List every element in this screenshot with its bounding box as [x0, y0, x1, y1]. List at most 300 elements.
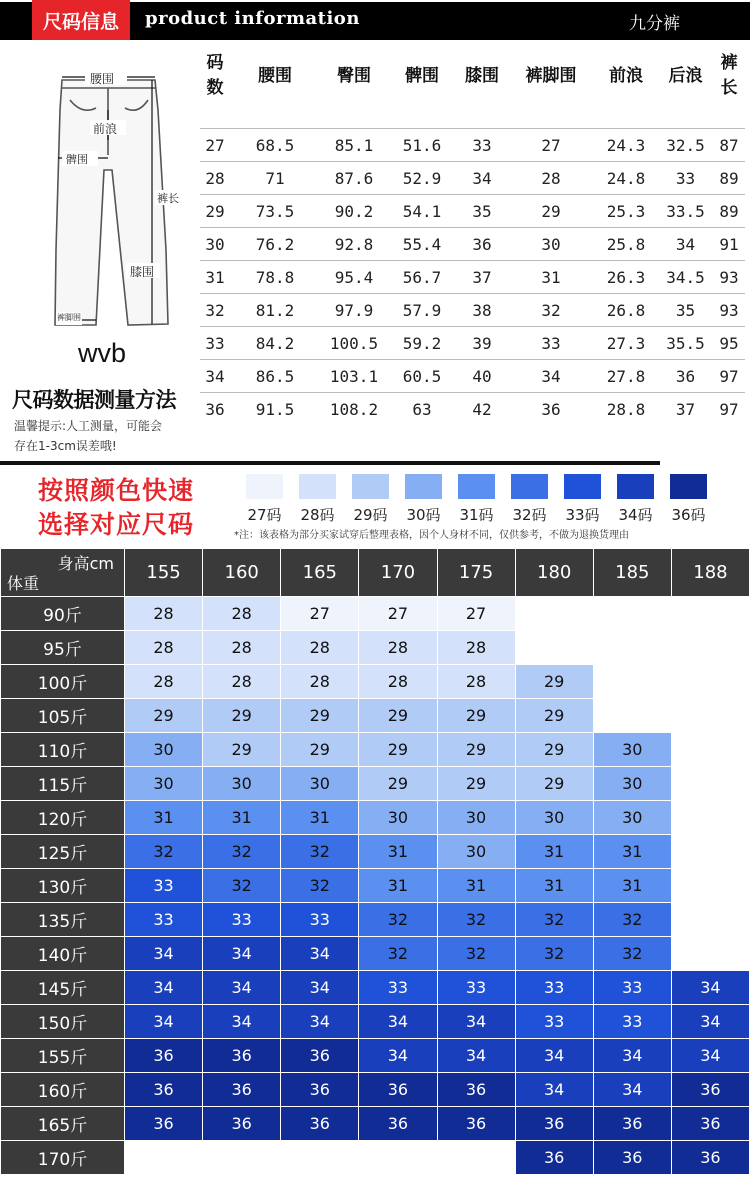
size-recommendation-cell: 27	[437, 597, 515, 631]
legend-title-line: 按照颜色快速	[38, 476, 195, 505]
size-recommendation-cell: 34	[125, 971, 203, 1005]
size-recommendation-cell	[593, 597, 671, 631]
size-recommendation-cell: 28	[281, 631, 359, 665]
size-recommendation-cell: 29	[281, 733, 359, 767]
size-table-cell: 52.9	[402, 168, 442, 188]
label-thigh: 髀围	[66, 153, 88, 166]
size-recommendation-cell: 34	[437, 1039, 515, 1073]
swatch-label: 32码	[512, 506, 547, 524]
size-table-cell: 89	[719, 168, 739, 188]
measure-tips	[14, 416, 204, 456]
label-waist: 腰围	[90, 72, 115, 86]
size-recommendation-cell: 30	[203, 767, 281, 801]
swatch-color-box	[670, 474, 707, 499]
size-recommendation-cell: 36	[125, 1107, 203, 1141]
size-recommendation-cell: 36	[203, 1039, 281, 1073]
size-recommendation-cell: 36	[515, 1141, 593, 1175]
grid-row	[1, 835, 750, 869]
size-table-cell: 33	[472, 135, 492, 155]
size-recommendation-cell: 33	[593, 971, 671, 1005]
size-table-cell: 33.5	[666, 201, 705, 221]
size-table-cell: 34	[675, 234, 696, 254]
size-table-row	[200, 359, 745, 392]
weight-label-cell: 165斤	[1, 1107, 125, 1141]
grid-row	[1, 1005, 750, 1039]
size-recommendation-cell: 30	[437, 801, 515, 835]
size-table-row	[200, 392, 745, 425]
grid-row	[1, 971, 750, 1005]
size-recommendation-cell: 36	[515, 1107, 593, 1141]
size-table-cell: 40	[472, 366, 492, 386]
size-recommendation-cell: 34	[593, 1039, 671, 1073]
size-recommendation-cell: 30	[593, 801, 671, 835]
height-header-cell: 155	[125, 549, 203, 597]
header-tab: 尺码信息	[32, 0, 130, 40]
size-table-cell: 25.3	[606, 201, 646, 221]
color-swatch	[662, 474, 715, 525]
size-recommendation-cell: 32	[281, 869, 359, 903]
grid-row	[1, 597, 750, 631]
color-swatch	[344, 474, 397, 525]
color-swatch	[291, 474, 344, 525]
size-recommendation-cell: 30	[125, 767, 203, 801]
size-table-cell: 34.5	[666, 267, 705, 287]
header-english-title: product information	[145, 8, 360, 29]
size-table-cell: 97	[719, 399, 739, 419]
grid-row	[1, 801, 750, 835]
color-swatches	[238, 474, 715, 525]
size-table-cell: 24.3	[606, 135, 646, 155]
size-recommendation-cell: 33	[515, 971, 593, 1005]
size-recommendation-cell: 29	[437, 767, 515, 801]
size-recommendation-cell: 36	[671, 1107, 749, 1141]
size-recommendation-cell: 33	[593, 1005, 671, 1039]
size-recommendation-cell: 36	[281, 1107, 359, 1141]
swatch-color-box	[405, 474, 442, 499]
size-recommendation-cell	[515, 631, 593, 665]
size-table-cell: 95	[719, 333, 739, 353]
size-recommendation-cell: 29	[281, 699, 359, 733]
size-recommendation-cell: 34	[281, 971, 359, 1005]
size-table-row	[200, 194, 745, 227]
size-column-header: 裤脚围	[525, 65, 577, 86]
color-swatch	[556, 474, 609, 525]
size-recommendation-cell: 34	[437, 1005, 515, 1039]
swatch-label: 27码	[247, 506, 282, 524]
size-table-cell: 27	[541, 135, 561, 155]
size-recommendation-cell: 28	[437, 631, 515, 665]
size-recommendation-cell: 34	[671, 1039, 749, 1073]
size-recommendation-cell: 29	[515, 699, 593, 733]
swatch-label: 36码	[671, 506, 706, 524]
size-table-cell: 27.3	[606, 333, 646, 353]
size-recommendation-cell: 36	[671, 1141, 749, 1175]
size-table-cell: 28	[541, 168, 561, 188]
weight-label-cell: 150斤	[1, 1005, 125, 1039]
size-recommendation-cell: 36	[359, 1073, 437, 1107]
size-column-header: 膝围	[465, 65, 499, 86]
height-header-cell: 170	[359, 549, 437, 597]
size-recommendation-cell: 36	[125, 1073, 203, 1107]
height-header-cell: 175	[437, 549, 515, 597]
size-recommendation-cell: 33	[437, 971, 515, 1005]
size-recommendation-cell: 30	[515, 801, 593, 835]
size-table	[200, 53, 745, 425]
grid-row	[1, 733, 750, 767]
size-table-cell: 28.8	[606, 399, 646, 419]
grid-row	[1, 631, 750, 665]
size-table-cell: 27	[205, 135, 225, 155]
swatch-label: 33码	[565, 506, 600, 524]
label-front-rise: 前浪	[93, 122, 118, 136]
size-table-cell: 85.1	[334, 135, 374, 155]
size-recommendation-cell	[671, 835, 749, 869]
weight-label-cell: 95斤	[1, 631, 125, 665]
size-recommendation-cell: 28	[437, 665, 515, 699]
size-table-cell: 97	[719, 366, 739, 386]
size-table-cell: 73.5	[255, 201, 295, 221]
weight-label-cell: 125斤	[1, 835, 125, 869]
size-table-cell: 35.5	[666, 333, 705, 353]
size-recommendation-cell: 31	[203, 801, 281, 835]
size-table-cell: 26.8	[606, 300, 646, 320]
size-table-row	[200, 161, 745, 194]
size-recommendation-cell	[671, 733, 749, 767]
size-column-header: 后浪	[668, 65, 703, 86]
size-recommendation-cell: 32	[359, 903, 437, 937]
size-table-cell: 51.6	[402, 135, 442, 155]
size-column-header: 码数	[206, 53, 224, 98]
size-recommendation-cell: 34	[281, 1005, 359, 1039]
size-recommendation-cell: 29	[359, 699, 437, 733]
size-table-cell: 78.8	[255, 267, 295, 287]
size-recommendation-cell: 34	[359, 1005, 437, 1039]
weight-label-cell: 90斤	[1, 597, 125, 631]
size-table-cell: 28	[205, 168, 225, 188]
color-swatch	[609, 474, 662, 525]
grid-corner-cell	[1, 549, 125, 597]
size-recommendation-cell: 32	[593, 903, 671, 937]
size-recommendation-cell: 28	[125, 665, 203, 699]
size-recommendation-cell: 28	[203, 597, 281, 631]
size-table-cell: 33	[675, 168, 696, 188]
size-table-cell: 25.8	[606, 234, 646, 254]
size-recommendation-cell: 28	[203, 631, 281, 665]
size-recommendation-cell: 34	[515, 1073, 593, 1107]
size-table-cell: 86.5	[255, 366, 295, 386]
size-table-cell: 84.2	[255, 333, 295, 353]
size-recommendation-cell: 34	[203, 971, 281, 1005]
size-table-cell: 71	[265, 168, 285, 188]
size-recommendation-cell: 31	[125, 801, 203, 835]
size-table-cell: 34	[205, 366, 225, 386]
size-recommendation-cell: 32	[203, 869, 281, 903]
size-recommendation-cell: 31	[593, 835, 671, 869]
size-recommendation-cell: 29	[515, 665, 593, 699]
pants-diagram	[0, 50, 200, 453]
grid-header-row	[1, 549, 750, 597]
size-table-cell: 100.5	[329, 333, 379, 353]
size-table-cell: 39	[472, 333, 492, 353]
size-table-cell: 34	[541, 366, 561, 386]
height-header-cell: 160	[203, 549, 281, 597]
size-recommendation-cell: 34	[125, 937, 203, 971]
brand-logo: wvb	[78, 338, 127, 368]
size-table-cell: 91	[719, 234, 739, 254]
size-column-header: 裤长	[720, 53, 738, 98]
weight-label-cell: 110斤	[1, 733, 125, 767]
weight-label-cell: 130斤	[1, 869, 125, 903]
size-table-cell: 92.8	[334, 234, 374, 254]
size-table-cell: 93	[719, 267, 739, 287]
color-swatch	[503, 474, 556, 525]
header	[0, 0, 750, 44]
size-recommendation-cell: 29	[203, 733, 281, 767]
size-recommendation-cell: 31	[437, 869, 515, 903]
tip-line: 存在1-3cm误差哦!	[14, 439, 117, 453]
size-table-row	[200, 293, 745, 326]
size-table-cell: 34	[472, 168, 492, 188]
size-table-cell: 89	[719, 201, 739, 221]
size-recommendation-cell	[593, 665, 671, 699]
size-table-cell: 24.8	[606, 168, 646, 188]
size-table-cell: 30	[205, 234, 225, 254]
size-recommendation-cell: 33	[359, 971, 437, 1005]
size-recommendation-cell	[515, 597, 593, 631]
height-header-cell: 188	[671, 549, 749, 597]
size-recommendation-cell: 32	[125, 835, 203, 869]
size-table-cell: 35	[675, 300, 696, 320]
size-column-header: 前浪	[609, 65, 643, 86]
size-recommendation-cell: 27	[281, 597, 359, 631]
size-recommendation-cell: 32	[515, 903, 593, 937]
legend-title-line: 选择对应尺码	[38, 510, 195, 539]
swatch-color-box	[511, 474, 548, 499]
size-recommendation-cell: 34	[125, 1005, 203, 1039]
size-table-cell: 90.2	[334, 201, 374, 221]
size-recommendation-cell: 36	[593, 1107, 671, 1141]
height-header-cell: 165	[281, 549, 359, 597]
size-recommendation-cell	[671, 699, 749, 733]
legend-title	[38, 474, 194, 542]
size-table-cell: 27.8	[606, 366, 646, 386]
grid-row	[1, 1141, 750, 1175]
color-swatch	[397, 474, 450, 525]
color-swatch	[238, 474, 291, 525]
size-table-cell: 29	[205, 201, 225, 221]
size-table-row	[200, 227, 745, 260]
size-recommendation-cell: 28	[125, 631, 203, 665]
measure-method-title: 尺码数据测量方法	[12, 388, 176, 412]
size-recommendation-cell	[125, 1141, 203, 1175]
size-table-cell: 32	[205, 300, 225, 320]
size-recommendation-cell: 34	[359, 1039, 437, 1073]
size-table-cell: 36	[205, 399, 225, 419]
size-recommendation-cell: 34	[203, 1005, 281, 1039]
size-recommendation-cell: 33	[203, 903, 281, 937]
size-recommendation-cell: 33	[125, 869, 203, 903]
weight-label-cell: 100斤	[1, 665, 125, 699]
color-swatch	[450, 474, 503, 525]
size-recommendation-cell: 32	[593, 937, 671, 971]
size-recommendation-cell	[671, 869, 749, 903]
size-recommendation-cell	[671, 597, 749, 631]
size-recommendation-cell: 36	[671, 1073, 749, 1107]
size-table-cell: 56.7	[402, 267, 442, 287]
size-recommendation-cell: 30	[437, 835, 515, 869]
swatch-label: 29码	[353, 506, 388, 524]
size-table-cell: 33	[541, 333, 561, 353]
size-recommendation-cell: 29	[359, 767, 437, 801]
size-recommendation-cell: 29	[515, 733, 593, 767]
weight-label-cell: 135斤	[1, 903, 125, 937]
size-recommendation-cell: 28	[281, 665, 359, 699]
size-recommendation-cell	[281, 1141, 359, 1175]
height-header-cell: 185	[593, 549, 671, 597]
weight-label-cell: 105斤	[1, 699, 125, 733]
size-table-cell: 36	[541, 399, 561, 419]
grid-row	[1, 903, 750, 937]
size-table-cell: 97.9	[334, 300, 374, 320]
size-table-row	[200, 326, 745, 359]
size-recommendation-cell	[671, 937, 749, 971]
size-table-cell: 57.9	[402, 300, 442, 320]
size-table-cell: 87.6	[334, 168, 374, 188]
size-recommendation-cell: 34	[281, 937, 359, 971]
size-table-cell: 87	[719, 135, 739, 155]
swatch-color-box	[458, 474, 495, 499]
grid-row	[1, 937, 750, 971]
size-recommendation-cell: 29	[515, 767, 593, 801]
size-table-cell: 63	[412, 399, 432, 419]
grid-row	[1, 767, 750, 801]
size-recommendation-cell: 29	[437, 699, 515, 733]
size-table-cell: 42	[472, 399, 492, 419]
size-table-cell: 60.5	[402, 366, 442, 386]
label-length: 裤长	[157, 192, 179, 205]
size-recommendation-cell: 31	[359, 869, 437, 903]
size-table-cell: 32.5	[666, 135, 705, 155]
size-table-cell: 33	[205, 333, 225, 353]
swatch-color-box	[246, 474, 283, 499]
size-recommendation-cell: 36	[125, 1039, 203, 1073]
size-recommendation-cell	[437, 1141, 515, 1175]
size-recommendation-cell	[671, 767, 749, 801]
size-table-cell: 31	[541, 267, 561, 287]
size-recommendation-cell: 36	[437, 1107, 515, 1141]
size-recommendation-cell	[593, 631, 671, 665]
size-recommendation-cell	[359, 1141, 437, 1175]
size-table-cell: 103.1	[329, 366, 379, 386]
size-recommendation-cell: 36	[359, 1107, 437, 1141]
size-recommendation-cell	[671, 665, 749, 699]
size-recommendation-cell	[203, 1141, 281, 1175]
size-recommendation-cell: 28	[125, 597, 203, 631]
size-recommendation-cell: 30	[593, 733, 671, 767]
size-recommendation-cell: 32	[359, 937, 437, 971]
size-table-cell: 29	[541, 201, 561, 221]
size-table-cell: 95.4	[334, 267, 374, 287]
size-recommendation-cell: 31	[359, 835, 437, 869]
size-recommendation-cell: 34	[671, 1005, 749, 1039]
swatch-label: 31码	[459, 506, 494, 524]
grid-row	[1, 665, 750, 699]
size-table-header	[200, 53, 745, 98]
weight-label-cell: 145斤	[1, 971, 125, 1005]
size-recommendation-cell: 34	[593, 1073, 671, 1107]
size-table-cell: 59.2	[402, 333, 442, 353]
section-divider	[0, 461, 660, 465]
size-recommendation-cell: 30	[359, 801, 437, 835]
grid-row	[1, 1039, 750, 1073]
size-recommendation-cell: 28	[203, 665, 281, 699]
size-recommendation-cell: 31	[515, 835, 593, 869]
size-table-row	[200, 260, 745, 293]
size-recommendation-cell: 32	[281, 835, 359, 869]
swatch-color-box	[617, 474, 654, 499]
size-recommendation-cell: 36	[281, 1039, 359, 1073]
weight-label-cell: 155斤	[1, 1039, 125, 1073]
size-table-cell: 32	[541, 300, 561, 320]
size-recommendation-cell	[671, 631, 749, 665]
size-recommendation-cell: 32	[437, 937, 515, 971]
swatch-label: 34码	[618, 506, 653, 524]
disclaimer-note: *注：该表格为部分买家试穿后整理表格，因个人身材不同，仅供参考，不做为退换货理由	[234, 530, 629, 541]
size-recommendation-cell: 33	[281, 903, 359, 937]
size-recommendation-cell: 28	[359, 665, 437, 699]
size-recommendation-cell: 27	[359, 597, 437, 631]
height-weight-grid	[0, 548, 750, 1175]
size-table-cell: 37	[472, 267, 492, 287]
size-table-cell: 108.2	[329, 399, 379, 419]
size-recommendation-cell: 31	[593, 869, 671, 903]
size-recommendation-cell: 29	[203, 699, 281, 733]
size-table-cell: 26.3	[606, 267, 646, 287]
size-recommendation-cell: 29	[359, 733, 437, 767]
size-table-cell: 54.1	[402, 201, 442, 221]
weight-label-cell: 170斤	[1, 1141, 125, 1175]
size-recommendation-cell	[671, 903, 749, 937]
size-recommendation-cell: 32	[515, 937, 593, 971]
size-recommendation-cell: 29	[125, 699, 203, 733]
size-recommendation-cell: 32	[203, 835, 281, 869]
weight-label-cell: 115斤	[1, 767, 125, 801]
grid-row	[1, 869, 750, 903]
size-table-cell: 30	[541, 234, 561, 254]
size-recommendation-cell: 31	[515, 869, 593, 903]
size-table-cell: 68.5	[255, 135, 295, 155]
height-header-cell: 180	[515, 549, 593, 597]
size-table-cell: 38	[472, 300, 492, 320]
weight-label-cell: 160斤	[1, 1073, 125, 1107]
size-recommendation-cell: 29	[437, 733, 515, 767]
swatch-label: 30码	[406, 506, 441, 524]
tip-line: 温馨提示:人工测量，可能会	[14, 419, 163, 433]
size-recommendation-cell: 28	[359, 631, 437, 665]
size-column-header: 髀围	[405, 65, 439, 86]
size-recommendation-cell: 30	[281, 767, 359, 801]
size-recommendation-cell: 36	[281, 1073, 359, 1107]
label-hem: 裤脚围	[57, 313, 81, 322]
size-table-cell: 31	[205, 267, 225, 287]
swatch-color-box	[299, 474, 336, 499]
size-recommendation-cell: 30	[125, 733, 203, 767]
weight-label-cell: 120斤	[1, 801, 125, 835]
size-table-cell: 37	[675, 399, 696, 419]
grid-row	[1, 699, 750, 733]
size-recommendation-cell: 34	[671, 971, 749, 1005]
grid-row	[1, 1107, 750, 1141]
